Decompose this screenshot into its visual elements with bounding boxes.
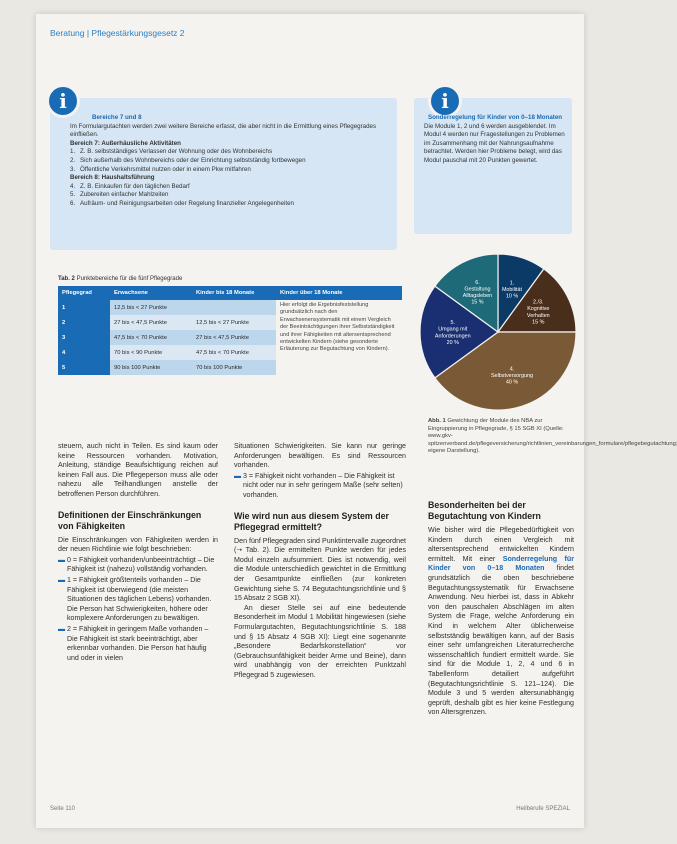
paragraph: Den fünf Pflegegraden sind Punktintervalle zugeordnet (➝ Tab. 2). Die ermittelten Punkte werden für jedes Modul einzeln aufsummiert. Dies ist notwendig, weil die Module unterschiedlich gewichtet in die Ermittlung der Gesamtpunkte einfließen (zur konkreten Gewichtung siehe S. 74 Begutachtungsrichtlinie und § 15 Absatz 2 SGB XI). <box>234 536 406 603</box>
page-number: Seite 110 <box>50 806 75 812</box>
list-item: 6. Aufräum- und Reinigungsarbeiten oder Regelung finanzieller Angelegenheiten <box>70 199 294 207</box>
bullet-marker: ▬ <box>234 471 242 480</box>
pie-label-5: 6. Gestaltung Alltagsleben 15 % <box>462 279 493 306</box>
adult-range-cell: 27 bis < 47,5 Punkte <box>110 315 192 330</box>
adult-range-cell: 90 bis 100 Punkte <box>110 360 192 375</box>
area-7-list <box>70 148 392 174</box>
list-item: ▬ 0 = Fähigkeit vorhanden/unbeeinträchtigt – Die Fähigkeit ist (nahezu) vollständig vorhanden. <box>58 555 215 574</box>
paragraph: Die Einschränkungen von Fähigkeiten werden in der neuen Richtlinie wie folgt beschrieben: <box>58 535 218 554</box>
column-header: Kinder über 18 Monate <box>276 286 402 300</box>
text-column-1 <box>58 442 218 663</box>
list-item: ▬ 1 = Fähigkeit größtenteils vorhanden – Die Fähigkeit ist überwiegend (die meisten Situationen des täglichen Lebens) vorhanden. Die Person hat Schwierigkeiten, höhere oder komplexere Anforderungen zu bewältigen. <box>58 575 212 623</box>
bullet-marker: ▬ <box>58 575 66 584</box>
list-item: 2. Sich außerhalb des Wohnbereichs oder der Einrichtung selbstständig fortbewegen <box>70 156 306 164</box>
table-caption: Tab. 2 Punktebereiche für die fünf Pflegegrade <box>58 276 183 282</box>
text-column-2 <box>234 442 406 680</box>
highlight-link: Sonderregelung für Kinder von 0–18 Monaten <box>428 554 574 573</box>
grade-cell: 5 <box>58 360 110 375</box>
child-range-cell: 12,5 bis < 27 Punkte <box>192 315 276 330</box>
list-item: 1. Z. B. selbstständiges Verlassen der Wohnung oder des Wohnbereichs <box>70 148 273 156</box>
info-box-heading: Bereiche 7 und 8 <box>92 114 142 121</box>
grade-cell: 1 <box>58 300 110 315</box>
module-weighting-pie-chart <box>416 250 580 414</box>
pie-label-4: 5. Umgang mit Anforderungen 20 % <box>434 320 471 346</box>
child-range-cell: 27 bis < 47,5 Punkte <box>192 330 276 345</box>
text-column-3 <box>428 500 574 718</box>
running-head: Beratung | Pflegestärkungsgesetz 2 <box>50 28 185 38</box>
bullet-marker: ▬ <box>58 555 66 564</box>
child-range-cell <box>192 300 276 315</box>
info-box-text: Die Module 1, 2 und 6 werden ausgeblendet. Im Modul 4 werden nur Fragestellungen zu Problemen im Zusammenhang mit der Nahrungsaufnahme betrachtet. Werden hier Probleme belegt, wird das Modul pauschal mit 20 Punkten gewertet. <box>424 122 565 164</box>
section-heading: Wie wird nun aus diesem System der Pflegegrad ermittelt? <box>234 510 389 532</box>
paragraph: steuern, auch nicht in Teilen. Es sind kaum oder keine Ressourcen vorhanden. Motivation, Anleitung, ständige Beaufsichtigung reichen auf keinen Fall aus. Die Pflegeperson muss alle oder nahezu alle Teilhandlungen anstelle der betroffenen Person durchführen. <box>58 442 218 498</box>
section-heading: Definitionen der Einschränkungen von Fähigkeiten <box>58 509 202 531</box>
info-box-intro: Im Formulargutachten werden zwei weitere Bereiche erfasst, die aber nicht in die Ermittlung eines Pflegegrades einfließen. <box>70 122 377 139</box>
older-children-note: Hier erfolgt die Ergebnisfeststellung grundsätzlich nach den Erwachsenensystematik mit einem Vergleich der Beeinträchtigungen ihrer Selbstständigkeit und ihrer Fähigkeiten mit altersentsprechend entwickelten Kindern (siehe gesonderte Erläuterung zur Begutachtung von Kindern). <box>276 300 402 375</box>
pie-label-1: 1. Mobilität 10 % <box>501 280 523 300</box>
adult-range-cell: 47,5 bis < 70 Punkte <box>110 330 192 345</box>
grade-cell: 4 <box>58 345 110 360</box>
area-8-heading: Bereich 8: Haushaltsführung <box>70 174 155 182</box>
info-icon: i <box>46 84 80 118</box>
child-range-cell: 47,5 bis < 70 Punkte <box>192 345 276 360</box>
pie-label-3: 4. Selbstversorgung 40 % <box>491 366 533 386</box>
figure-caption: Abb. 1 Gewichtung der Module des NBA zur Eingruppierung in Pflegegrade, § 15 SGB XI (Quelle: www.gkv-spitzenverband.de/pflegeversicherung/richtlinien_vereinbarungen_formulare/pflegebegutachtung; eigene Darstellung). <box>428 418 677 455</box>
list-item: 5. Zubereiten einfacher Mahlzeiten <box>70 191 169 199</box>
bullet-marker: ▬ <box>58 624 66 633</box>
info-box-body <box>424 114 566 166</box>
grade-cell: 3 <box>58 330 110 345</box>
column-header: Erwachsene <box>110 286 192 300</box>
table-header-row <box>58 286 402 300</box>
pie-chart-svg <box>416 250 580 414</box>
page <box>36 14 677 828</box>
section-heading: Besonderheiten bei der Begutachtung von Kindern <box>428 500 541 521</box>
info-box-children-rule <box>414 89 572 234</box>
publication-name: Heilberufe SPEZIAL <box>516 806 570 812</box>
list-item: 4. Z. B. Einkaufen für den täglichen Bedarf <box>70 182 190 190</box>
column-header: Pflegegrad <box>58 286 110 300</box>
info-icon: i <box>428 84 462 118</box>
adult-range-cell: 12,5 bis < 27 Punkte <box>110 300 192 315</box>
info-box-body <box>70 114 392 209</box>
info-box-heading: Sonderregelung für Kinder von 0–18 Monaten <box>427 114 563 121</box>
paragraph: Situationen Schwierigkeiten. Sie kann nur geringe Anforderungen bewältigen. Es sind Ressourcen vorhanden. <box>234 442 406 470</box>
paragraph: Wie bisher wird die Pflegebedürftigkeit von Kindern durch einen Vergleich mit altersentsprechend entwickelten Kindern ermittelt. Mit einer Sonderregelung für Kinder von 0–18 Monaten findet grundsätzlich die oben beschriebene Begutachtungssystematik für Erwachsene Anwendung. Neu hierbei ist, dass in Abkehr von den pauschalen Abschlägen im alten System die Frage, welche Anforderung ein Kind in welchem Alter üblicherweise selbstständig bewältigen kann, auf der Basis einer sehr umfangreichen Literaturrecherche wissenschaftlich fundiert ermittelt wurde. Sie sind für die Module 1, 2, 4 und 6 in Tabellenform detailiert aufgeführt (Begutachtungsrichtlinie S. 121–124). Die Module 3 und 5 werden altersunabhängig geprüft, deshalb gibt es hier keine Festlegung von Altersgrenzen. <box>428 526 574 717</box>
list-item: ▬ 3 = Fähigkeit nicht vorhanden – Die Fähigkeit ist nicht oder nur in sehr geringem Maße (sehr selten) vorhanden. <box>234 471 403 499</box>
care-grade-table <box>58 286 402 375</box>
area-8-list <box>70 183 392 209</box>
list-item: ▬ 2 = Fähigkeit in geringem Maße vorhanden – Die Fähigkeit ist stark beeinträchtigt, aber erkennbar vorhanden. Die Person hat häufig und oder in vielen <box>58 624 209 662</box>
area-7-heading: Bereich 7: Außerhäusliche Aktivitäten <box>70 139 181 147</box>
paragraph: An dieser Stelle sei auf eine bedeutende Besonderheit im Modul 1 Mobilität hingewiesen (siehe Formulargutachten, Begutachtungsrichtlinie S. 188 und § 15 Absatz 4 SGB XI): Liegt eine sogenannte „Besondere Bedarfskonstellation“ vor (Gebrauchsunfähigkeit beider Arme und Beine), dann wird unabhängig von der erreichten Punktzahl Pflegegrad 5 zugewiesen. <box>234 603 406 679</box>
child-range-cell: 70 bis 100 Punkte <box>192 360 276 375</box>
table-row <box>58 300 402 315</box>
info-box-areas-7-8 <box>50 89 397 250</box>
pie-label-2: 2./3. Kognitive Verhalten 15 % <box>526 299 550 326</box>
list-item: 3. Öffentliche Verkehrsmittel nutzen oder in einem Pkw mitfahren <box>70 165 251 173</box>
adult-range-cell: 70 bis < 90 Punkte <box>110 345 192 360</box>
column-header: Kinder bis 18 Monate <box>192 286 276 300</box>
grade-cell: 2 <box>58 315 110 330</box>
